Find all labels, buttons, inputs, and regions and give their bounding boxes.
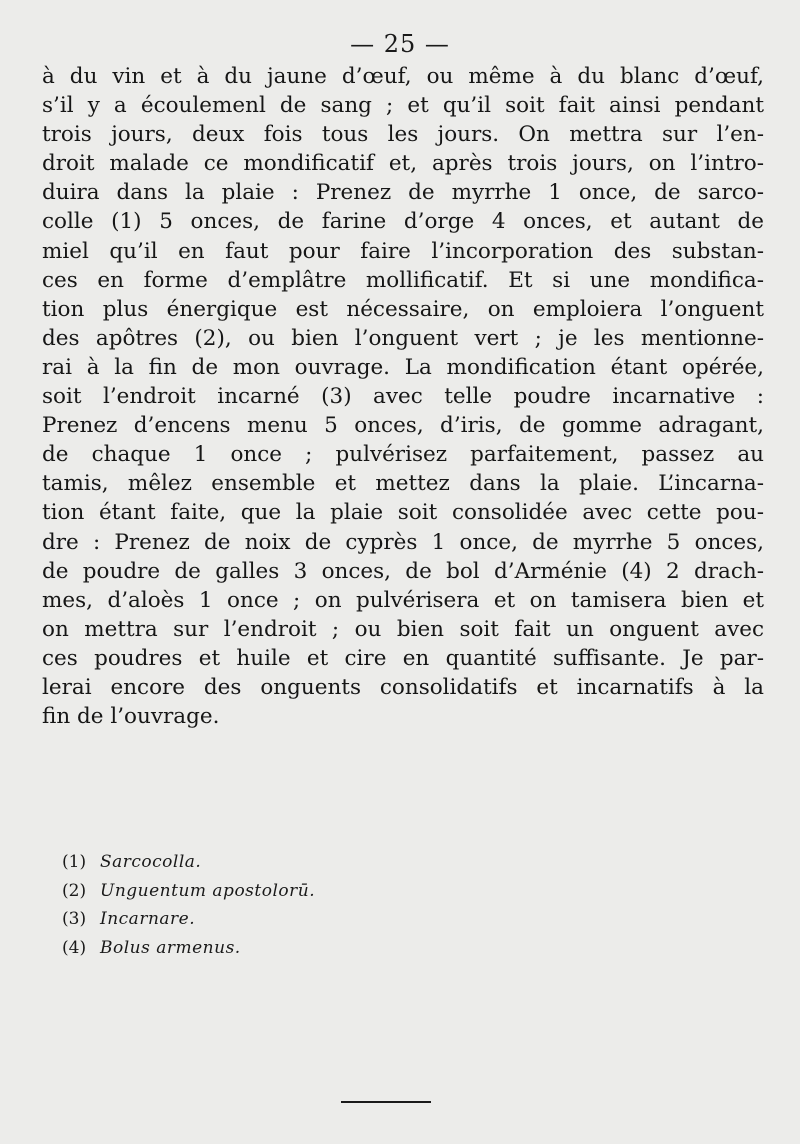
text-line: des apôtres (2), ou bien l’onguent vert ; je les mentionne- <box>42 325 764 351</box>
footnote <box>62 848 662 877</box>
footnote-text: Bolus armenus. <box>100 937 241 958</box>
text-line: ces poudres et huile et cire en quantité suffisante. Je par- <box>42 645 764 671</box>
text-line: droit malade ce mondificatif et, après trois jours, on l’intro- <box>42 151 764 177</box>
page-number: — 25 — <box>350 30 450 58</box>
text-line: de chaque 1 once ; pulvérisez parfaitement, passez au <box>42 442 764 468</box>
end-rule-divider <box>341 1101 431 1103</box>
text-line: trois jours, deux fois tous les jours. On mettra sur l’en- <box>42 122 764 148</box>
text-line: à du vin et à du jaune d’œuf, ou même à du blanc d’œuf, <box>42 64 764 89</box>
text-line: tion plus énergique est nécessaire, on emploiera l’onguent <box>42 296 764 322</box>
text-line: tion étant faite, que la plaie soit consolidée avec cette pou- <box>42 500 764 526</box>
text-line: miel qu’il en faut pour faire l’incorporation des substan- <box>42 238 764 264</box>
footnote-marker: (1) <box>62 852 87 872</box>
footnote <box>62 905 662 934</box>
text-line-last: fin de l’ouvrage. <box>42 704 220 730</box>
footnote-text: Sarcocolla. <box>100 852 202 872</box>
text-line: tamis, mêlez ensemble et mettez dans la plaie. L’incarna- <box>42 471 764 497</box>
footnote <box>62 934 662 963</box>
text-line: lerai encore des onguents consolidatifs et incarnatifs à la <box>42 674 764 700</box>
text-line: rai à la fin de mon ouvrage. La mondification étant opérée, <box>42 354 764 380</box>
footnote-marker: (4) <box>62 937 87 958</box>
text-line: duira dans la plaie : Prenez de myrrhe 1 once, de sarco- <box>42 180 764 206</box>
footnote-text: Incarnare. <box>100 909 196 929</box>
text-line: mes, d’aloès 1 once ; on pulvérisera et on tamisera bien et <box>42 587 764 613</box>
text-line: de poudre de galles 3 onces, de bol d’Arménie (4) 2 drach- <box>42 558 764 584</box>
footnote <box>62 877 662 906</box>
text-line: ces en forme d’emplâtre mollificatif. Et si une mondifica- <box>42 267 764 293</box>
footnote-marker: (3) <box>62 909 87 929</box>
footnote-text: Unguentum apostolorū. <box>100 880 316 901</box>
text-line: Prenez d’encens menu 5 onces, d’iris, de gomme adragant, <box>42 413 764 439</box>
text-line: on mettra sur l’endroit ; ou bien soit fait un onguent avec <box>42 616 764 642</box>
footnote-marker: (2) <box>62 880 87 901</box>
text-line: dre : Prenez de noix de cyprès 1 once, de myrrhe 5 onces, <box>42 529 764 555</box>
body-text <box>42 62 764 731</box>
footnotes <box>62 848 662 962</box>
text-line: s’il y a écoulemenl de sang ; et qu’il soit fait ainsi pendant <box>42 93 764 119</box>
text-line: colle (1) 5 onces, de farine d’orge 4 onces, et autant de <box>42 209 764 235</box>
text-line: soit l’endroit incarné (3) avec telle poudre incarnative : <box>42 384 764 410</box>
